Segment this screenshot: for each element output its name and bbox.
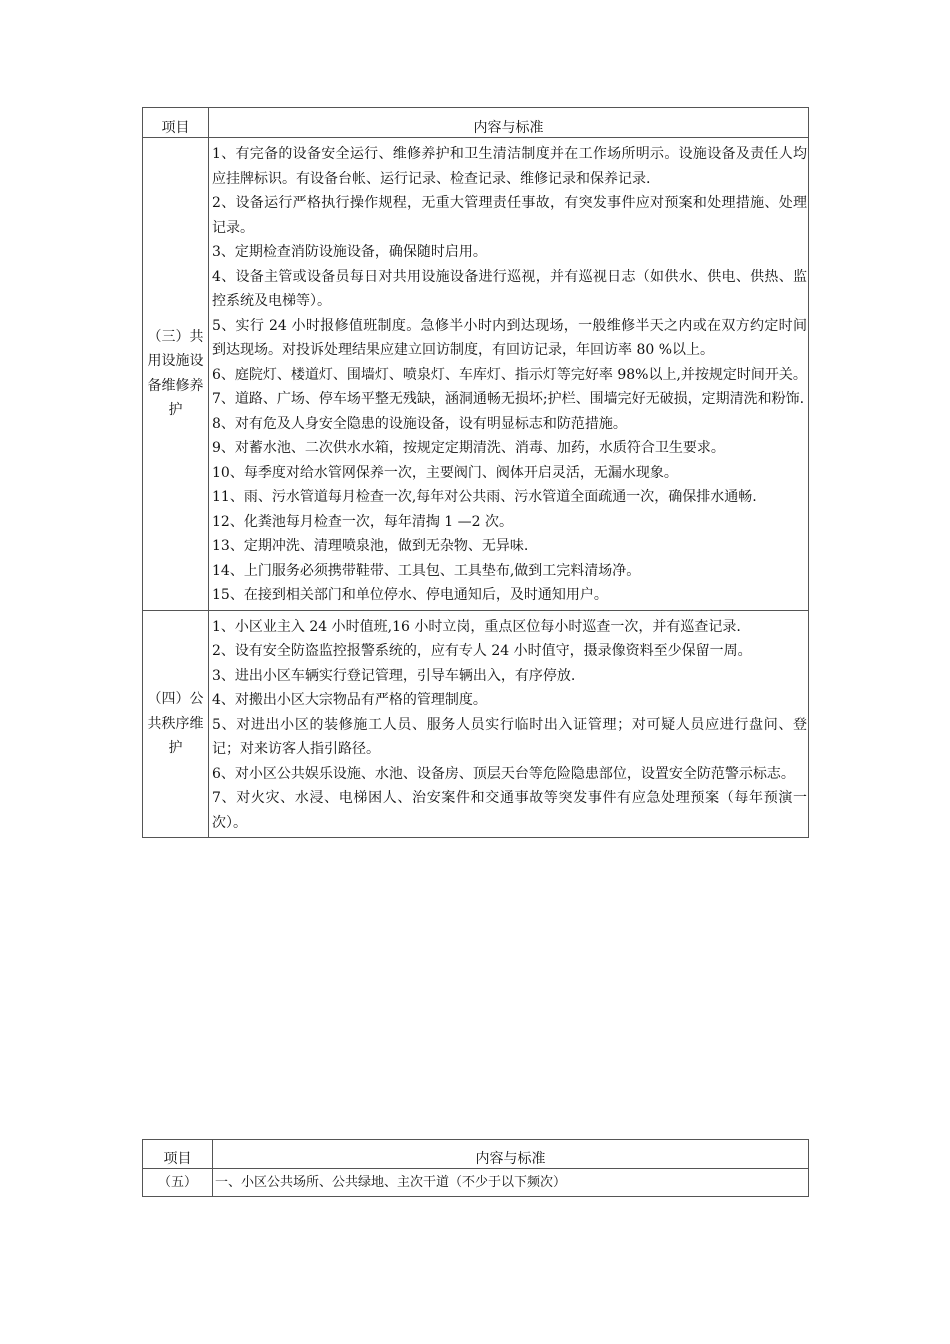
header-item-text: 项目 — [163, 1151, 192, 1167]
standards-table-2 — [142, 1139, 809, 1197]
standard-item: 7、道路、广场、停车场平整无残缺，涵洞通畅无损坏;护栏、围墙完好无破损，定期清洗和粉饰. — [212, 391, 805, 407]
standard-item: 13、定期冲洗、清理喷泉池，做到无杂物、无异味. — [212, 538, 529, 554]
standard-item: 6、对小区公共娱乐设施、水池、设备房、顶层天台等危险隐患部位，设置安全防范警示标志。 — [212, 765, 795, 782]
section-label-line: 护 — [168, 740, 183, 756]
standard-item: 12、化粪池每月检查一次，每年清掏 1 —2 次。 — [212, 513, 513, 530]
header-content — [213, 1140, 809, 1169]
standard-item: 5、实行 24 小时报修值班制度。急修半小时内到达现场，一般维修半天之内或在双方约定时间到达现场。对投诉处理结果应建立回访制度，有回访记录，年回访率 80 %以上。 — [212, 317, 807, 358]
header-item — [143, 108, 209, 138]
section-row-3 — [143, 138, 809, 611]
header-item-text: 项目 — [161, 120, 190, 136]
standard-item: 15、在接到相关部门和单位停水、停电通知后，及时通知用户。 — [212, 587, 608, 603]
standard-item: 14、上门服务必须携带鞋带、工具包、工具垫布,做到工完料清场净。 — [212, 562, 641, 579]
standard-item: 10、每季度对给水管网保养一次，主要阀门、阀体开启灵活，无漏水现象。 — [212, 464, 678, 481]
standard-item: 9、对蓄水池、二次供水水箱，按规定定期清洗、消毒、加药，水质符合卫生要求。 — [212, 440, 725, 456]
standard-item: 4、对搬出小区大宗物品有严格的管理制度。 — [212, 692, 487, 708]
section-label-line: 共秩序维 — [147, 715, 204, 732]
section-content-4 — [209, 610, 809, 838]
standard-item: 6、庭院灯、楼道灯、围墙灯、喷泉灯、车库灯、指示灯等完好率 98%以上,并按规定时间开关。 — [212, 366, 807, 383]
section-label-4 — [143, 610, 209, 838]
section-content-3 — [209, 138, 809, 611]
section-label-line: 护 — [168, 402, 183, 419]
section-content-5: 一、小区公共场所、公共绿地、主次干道（不少于以下频次） — [213, 1169, 809, 1197]
section-label-5: （五） — [143, 1169, 213, 1197]
standard-item: 8、对有危及人身安全隐患的设施设备，设有明显标志和防范措施。 — [212, 415, 627, 432]
table-header-row — [143, 1140, 809, 1169]
table-header-row — [143, 108, 809, 138]
standard-item: 1、有完备的设备安全运行、维修养护和卫生清洁制度并在工作场所明示。设施设备及责任人均应挂牌标识。有设备台帐、运行记录、检查记录、维修记录和保养记录. — [212, 146, 807, 187]
standard-item: 3、进出小区车辆实行登记管理，引导车辆出入，有序停放. — [212, 667, 576, 684]
header-content-text: 内容与标准 — [473, 120, 544, 136]
section-label-line: （四）公 — [147, 691, 204, 707]
section-row-5 — [143, 1169, 809, 1197]
section-label-3 — [143, 138, 209, 611]
header-content-text: 内容与标准 — [475, 1151, 546, 1167]
standard-item: 11、雨、污水管道每月检查一次,每年对公共雨、污水管道全面疏通一次，确保排水通畅. — [212, 489, 757, 505]
section-row-4 — [143, 610, 809, 838]
standards-table-1 — [142, 107, 809, 838]
section-label-line: 用设施设 — [147, 353, 204, 370]
standard-item: 1、小区业主入 24 小时值班,16 小时立岗，重点区位每小时巡查一次，并有巡查记录. — [212, 618, 741, 635]
section-label-line: （三）共 — [147, 328, 204, 345]
standard-item: 2、设备运行严格执行操作规程，无重大管理责任事故，有突发事件应对预案和处理措施、处理记录。 — [212, 195, 807, 236]
header-content — [209, 108, 809, 138]
standard-item: 4、设备主管或设备员每日对共用设施设备进行巡视，并有巡视日志（如供水、供电、供热、监控系统及电梯等）。 — [212, 268, 807, 309]
standard-item: 7、对火灾、水浸、电梯困人、治安案件和交通事故等突发事件有应急处理预案（每年预演一次）。 — [212, 790, 807, 831]
standard-item: 3、定期检查消防设施设备，确保随时启用。 — [212, 244, 487, 260]
standard-item: 2、设有安全防盗监控报警系统的，应有专人 24 小时值守，摄录像资料至少保留一周。 — [212, 643, 752, 659]
standard-item: 5、对进出小区的装修施工人员、服务人员实行临时出入证管理；对可疑人员应进行盘问、登记；对来访客人指引路径。 — [212, 716, 807, 757]
section-label-line: 备维修养 — [147, 377, 204, 394]
header-item — [143, 1140, 213, 1169]
